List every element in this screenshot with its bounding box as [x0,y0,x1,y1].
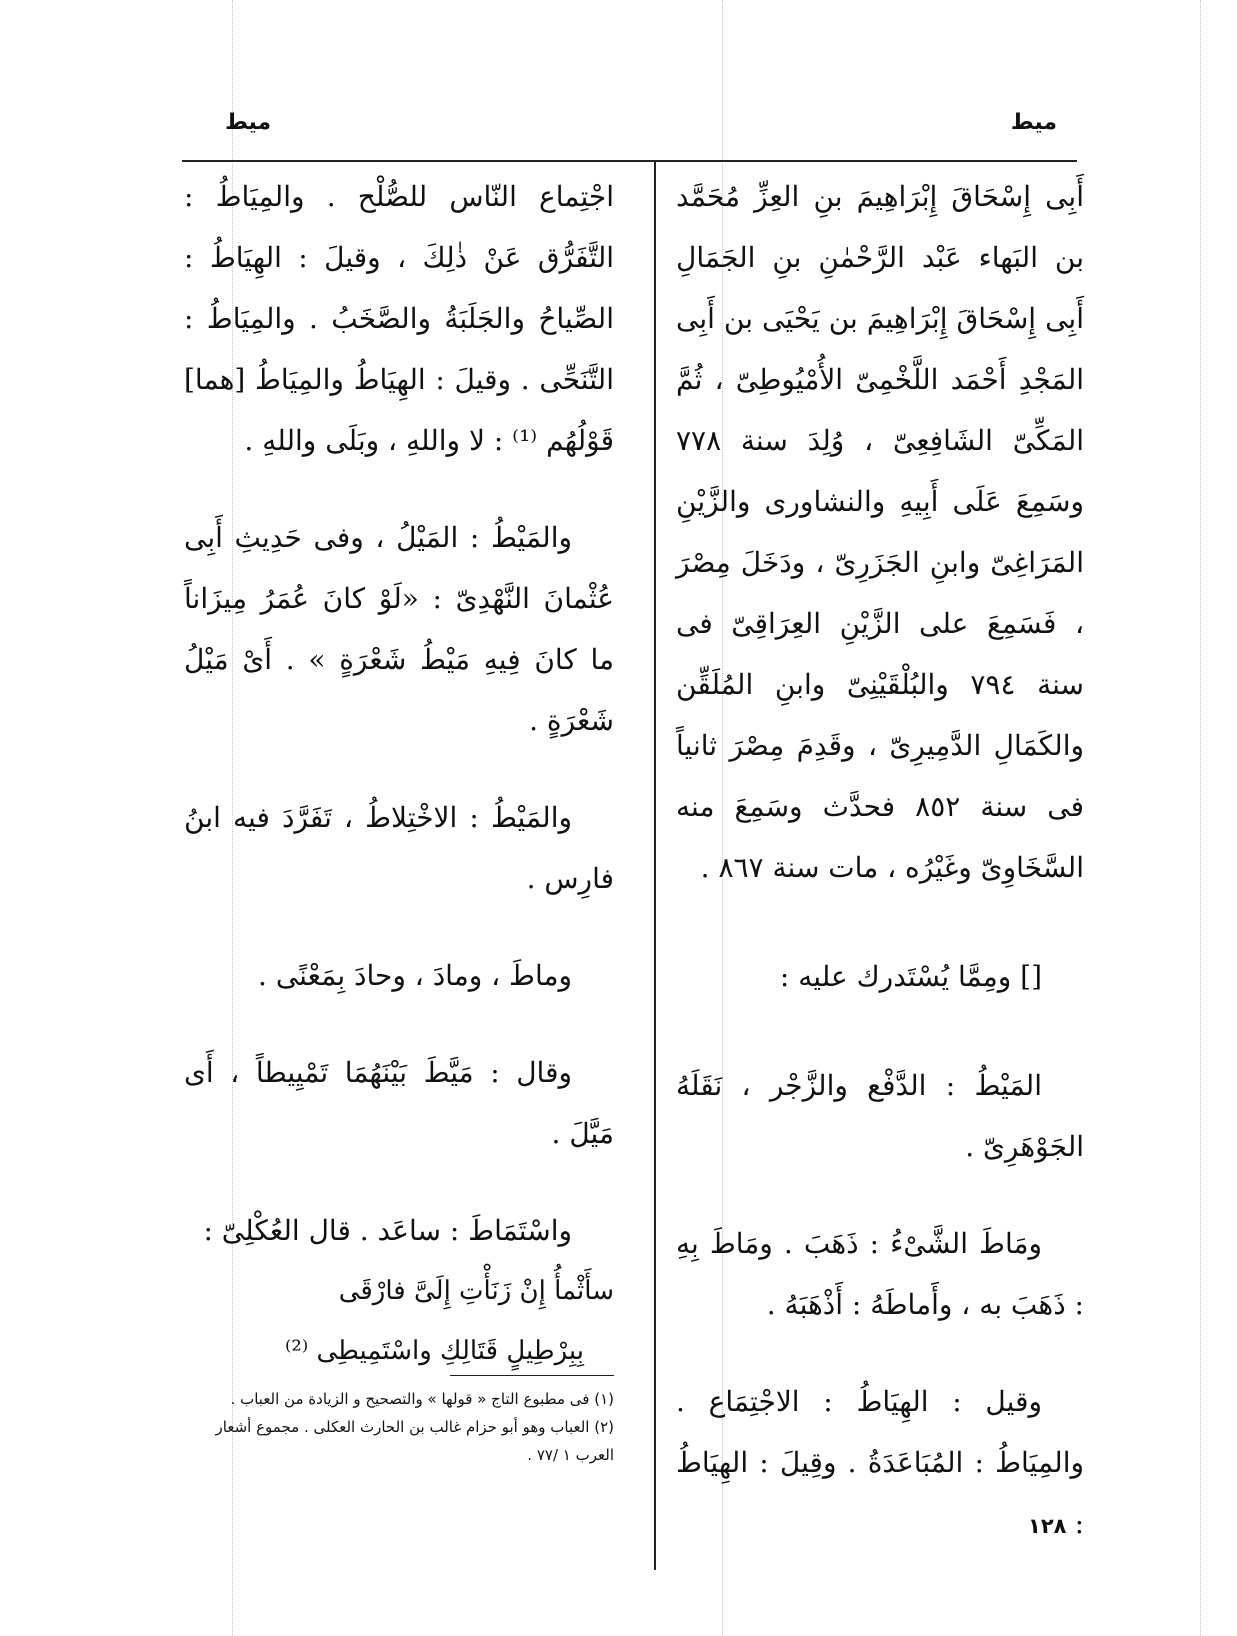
column-divider [654,160,656,1570]
left-column [184,166,614,1381]
entry-paragraph: وقيل : الهِيَاطُ : الاجْتِمَاع . والمِيَاطُ : المُبَاعَدَةُ . وقِيلَ : الهِيَاطُ : [676,1385,1084,1540]
entry-paragraph: وماطَ ، ومادَ ، وحادَ بِمَعْنًى . [258,959,572,992]
right-column [676,166,1084,1554]
footnote-2: (٢) العباب وهو أبو حزام غالب بن الحارث العكلى . مجموع أشعار العرب ١ /٧٧ . [215,1418,614,1464]
scan-guide-line [1200,0,1201,1636]
supplement-heading: [] ومِمَّا يُسْتَدرك عليه : [779,960,1042,993]
entry-paragraph: ومَاطَ الشَّىْءُ : ذَهَبَ . ومَاطَ بِهِ : ذَهَبَ به ، وأَماطَهُ : أَذْهَبَهُ . [676,1227,1084,1321]
entry-paragraph: واسْتَمَاطَ : ساعَد . قال العُكْلِىّ : [203,1214,572,1247]
verse-hemistich-2: بِبِرْطِيلٍ قَتَالِكِ واسْتَمِيطِى ⁽²⁾ [285,1336,584,1366]
running-header-left: ميط [225,110,272,135]
entry-paragraph: أَبِى إِسْحَاقَ إِبْرَاهِيمَ بنِ العِزِّ مُحَمَّد بن البَهاء عَبْد الرَّحْمٰنِ بنِ الجَمَالِ أَبِى إِسْحَاقَ إِبْرَاهِيمَ بن يَحْيَى بن أَبِى المَجْدِ أَحْمَد اللَّخْمِىّ الأُمْيُوطِىّ ، ثُمَّ المَكِّىّ الشَافِعِىّ ، وُلِدَ سنة ٧٧٨ وسَمِعَ عَلَى أَبِيهِ والنشاورى والزَّيْنِ المَرَاغِىّ وابنِ الجَزَرِىّ ، ودَخَلَ مِصْرَ ، فَسَمِعَ على الزَّيْنِ العِرَاقِىّ فى سنة ٧٩٤ والبُلْقَيْنِىّ وابنِ المُلَقِّن والكَمَالِ الدَّمِيرِىّ ، وقَدِمَ مِصْرَ ثانياً فى سنة ٨٥٢ فحدَّث وسَمِعَ منه السَّخَاوِىّ وغَيْرُه ، مات سنة ٨٦٧ . [676,180,1084,884]
entry-paragraph: المَيْطُ : الدَّفْع والزَّجْر ، نَقَلَهُ الجَوْهَرِىّ . [676,1069,1084,1163]
entry-paragraph: وقال : مَيَّطَ بَيْنَهُمَا تَمْيِيطاً ، أَى مَيَّلَ . [184,1056,614,1150]
entry-paragraph: اجْتِماع النّاس للصُّلْح . والمِيَاطُ : التَّفَرُّق عَنْ ذٰلِكَ ، وقيلَ : الهِيَاطُ : الصِّياحُ والجَلَبَةُ والصَّخَبُ . والمِيَاطُ : التَّنَحِّى . وقيلَ : الهِيَاطُ والمِيَاطُ [هما] قَوْلُهُم ⁽¹⁾ : لا واللهِ ، وبَلَى واللهِ . [184,180,614,457]
footnotes [184,1385,614,1469]
entry-paragraph: والمَيْطُ : الاخْتِلاطُ ، تَفَرَّدَ فيه ابنُ فارِس . [184,801,614,895]
footnote-rule [450,1375,614,1376]
header-rule [182,160,1077,162]
entry-paragraph: والمَيْطُ : المَيْلُ ، وفى حَدِيثِ أَبِى عُثْمانَ النَّهْدِىّ : «لَوْ كانَ عُمَرُ مِيزَاناً ما كانَ فِيهِ مَيْطُ شَعْرَةٍ » . أَىْ مَيْلُ شَعْرَةٍ . [184,521,614,737]
footnote-1: (١) فى مطبوع التاج « قولها » والتصحيح و الزيادة من العباب . [230,1390,614,1408]
page-number: ١٢٨ [1028,1514,1067,1538]
verse-hemistich-1: سأَثْمأُ إِنْ زَنَأْتِ إِلَىَّ فارْقَى [338,1276,614,1306]
running-header-right: ميط [1010,110,1057,135]
